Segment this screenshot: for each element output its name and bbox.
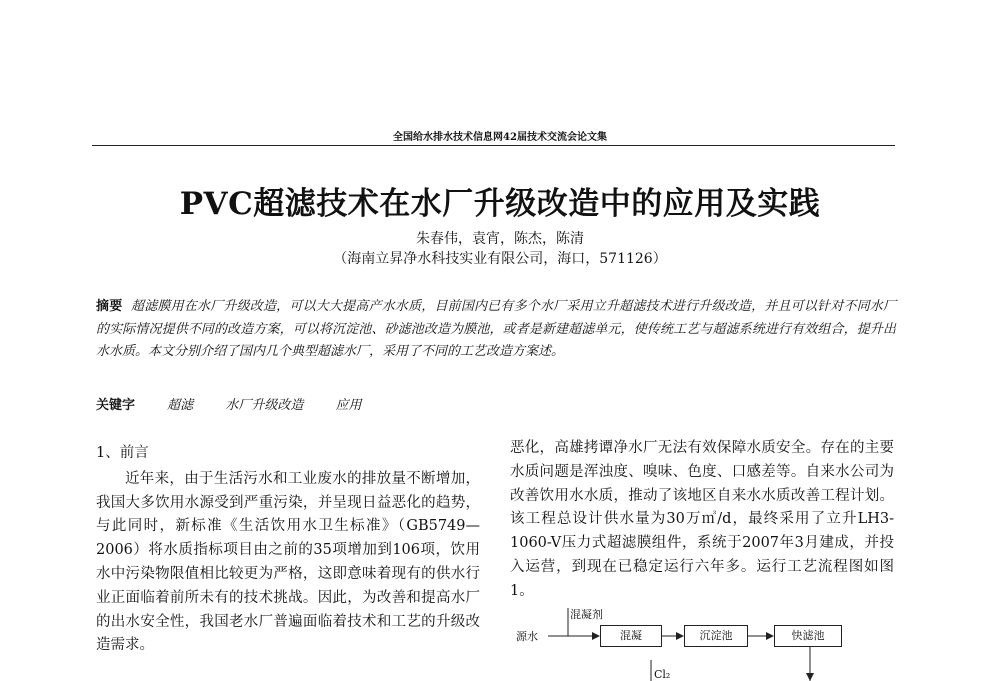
keyword: 超滤 (167, 398, 194, 413)
coagulant-label: 混凝剂 (570, 608, 603, 621)
chlorine-label: Cl₂ (654, 668, 671, 681)
flow-box-coagulation: 混凝 (600, 625, 662, 647)
case-paragraph: 恶化，高雄拷谭净水厂无法有效保障水质安全。存在的主要水质问题是浑浊度、嗅味、色度、口感差等。自来水公司为改善饮用水水质，推动了该地区自来水水质改善工程计划。该工程总设计供水量为30万㎥/d，最终采用了立升LH3-1060-V压力式超滤膜组件，系统于2007年3月建成，并投入运营，到现在已稳定运行六年多。运行工艺流程图如图1。 (510, 440, 894, 599)
right-column (510, 437, 894, 604)
flow-box-rapid-filter: 快滤池 (774, 625, 842, 647)
source-water-label: 源水 (516, 630, 538, 643)
process-flowchart (508, 606, 848, 681)
arrowhead (592, 632, 600, 640)
keyword: 水厂升级改造 (225, 398, 304, 413)
paper-authors: 朱春伟，袁宵，陈杰，陈清 (416, 231, 584, 247)
keywords-label: 关键字 (96, 398, 136, 413)
arrowhead (806, 673, 814, 681)
paper-title: PVC超滤技术在水厂升级改造中的应用及实践 (179, 186, 821, 222)
left-column (96, 442, 480, 658)
abstract (96, 296, 896, 364)
abstract-label: 摘要 (96, 299, 123, 314)
keyword: 应用 (335, 398, 362, 413)
intro-paragraph: 近年来，由于生活污水和工业废水的排放量不断增加，我国大多饮用水源受到严重污染，并呈现日益恶化的趋势，与此同时，新标准《生活饮用水卫生标准》（GB5749—2006）将水质指标项目由之前的35项增加到106项，饮用水中污染物限值相比较更为严格，这即意味着现有的供水行业正面临着前所未有的技术挑战。因此，为改善和提高水厂的出水安全性，我国老水厂普遍面临着技术和工艺的升级改造需求。 (96, 470, 480, 654)
arrowhead (676, 632, 684, 640)
keywords (96, 394, 389, 413)
paper-affiliation: （海南立昇净水科技实业有限公司，海口，571126） (333, 251, 667, 267)
section-heading: 1、前言 (96, 445, 149, 461)
running-header: 全国给水排水技术信息网42届技术交流会论文集 (393, 132, 607, 143)
arrowhead (766, 632, 774, 640)
abstract-text: 超滤膜用在水厂升级改造，可以大大提高产水水质，目前国内已有多个水厂采用立升超滤技术进行升级改造，并且可以针对不同水厂的实际情况提供不同的改造方案，可以将沉淀池、砂滤池改造为膜池，或者是新建超滤单元，使传统工艺与超滤系统进行有效组合，提升出水水质。本文分别介绍了国内几个典型超滤水厂，采用了不同的工艺改造方案述。 (96, 299, 896, 359)
header-divider (92, 145, 895, 146)
flow-box-sedimentation: 沉淀池 (684, 625, 748, 647)
